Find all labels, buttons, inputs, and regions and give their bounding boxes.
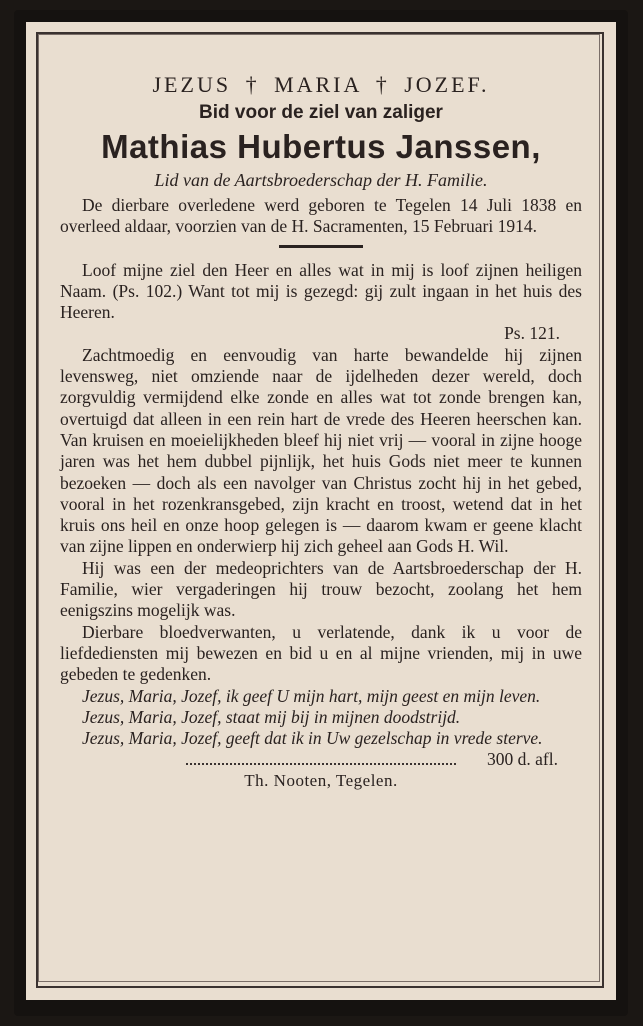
cross-icon: † xyxy=(375,72,390,97)
cross-icon: † xyxy=(245,72,260,97)
holy-names-heading xyxy=(60,72,582,98)
printer-credit: Th. Nooten, Tegelen. xyxy=(244,771,398,791)
psalm-paragraph: Loof mijne ziel den Heer en alles wat in mij is loof zijnen heiligen Naam. (Ps. 102.) Want tot mij is gezegd: gij zult ingaan in het huis des Heeren. xyxy=(60,259,582,323)
heading-jezus: JEZUS xyxy=(152,72,232,97)
life-paragraph: Zachtmoedig en eenvoudig van harte bewandelde hij zijnen levensweg, niet omziende naar de ijdelheden dezer wereld, doch zorgvuldig vermijdend elke zonde en alles wat tot zonde brengen kan, overtuigd dat alleen in een rein hart de vrede des Heeren heerschen kan. Van kruisen en moeielijkheden bleef hij niet vrij — vooral in zijne hooge jaren was het hem dubbel pijnlijk, het huis Gods niet meer te kunnen bezoeken — doch als een navolger van Christus zocht hij in het gebed, vooral in het rozenkransgebed, zijn kracht en troost, wetend dat in het kruis ons heil en onze hoop gelegen is — daarom kwam er geene klacht van zijne lippen en onderwierp hij zich geheel aan Gods H. Wil. xyxy=(60,344,582,557)
prayer-peace-text: Jezus, Maria, Jozef, geeft dat ik in Uw gezelschap in vrede sterve. xyxy=(82,728,543,749)
farewell-paragraph: Dierbare bloedverwanten, u verlatende, dank ik u voor de liefdediensten mij bewezen en bid u en al mijne vrienden, mij in uwe gebeden te gedenken. xyxy=(60,621,582,685)
divider-rule xyxy=(279,245,363,248)
psalm-reference: Ps. 121. xyxy=(504,323,560,344)
founder-paragraph: Hij was een der medeoprichters van de Aartsbroederschap der H. Familie, wier vergaderingen hij trouw bezocht, zoolang het hem eenigszins mogelijk was. xyxy=(60,557,582,621)
dotted-divider xyxy=(186,763,456,765)
deceased-name: Mathias Hubertus Janssen, xyxy=(101,128,541,165)
prayer-heart: Jezus, Maria, Jozef, ik geef U mijn hart, mijn geest en mijn leven. xyxy=(82,685,541,706)
heading-jozef: JOZEF. xyxy=(404,72,490,97)
heading-maria: MARIA xyxy=(274,72,362,97)
indulgence-note: 300 d. afl. xyxy=(487,749,558,770)
prayer-peace xyxy=(60,728,582,770)
card-content xyxy=(60,60,582,791)
membership-line: Lid van de Aartsbroederschap der H. Familie. xyxy=(154,170,488,190)
bid-voor-line: Bid voor de ziel van zaliger xyxy=(199,102,443,123)
prayer-deathbed: Jezus, Maria, Jozef, staat mij bij in mijnen doodstrijd. xyxy=(82,706,461,727)
birth-death-paragraph: De dierbare overledene werd geboren te Tegelen 14 Juli 1838 en overleed aldaar, voorzien van de H. Sacramenten, 15 Februari 1914. xyxy=(60,195,582,237)
